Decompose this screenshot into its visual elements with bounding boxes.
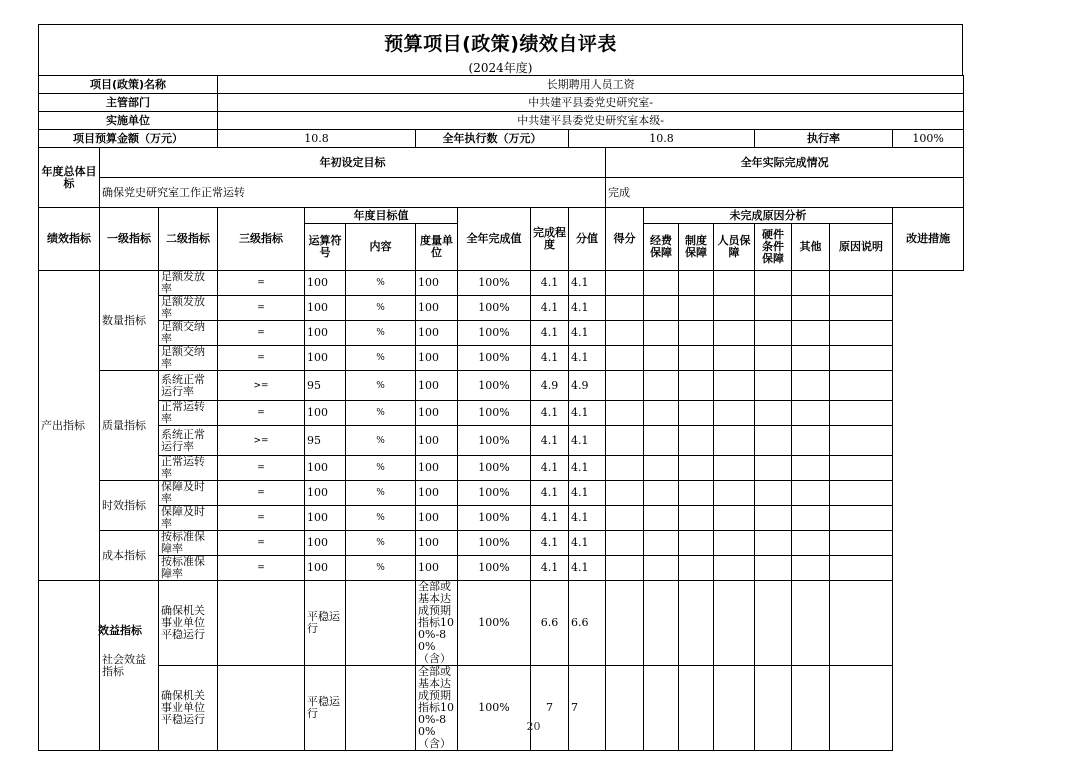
unit-cell: %: [346, 401, 416, 426]
reason-hardware-cell: [714, 556, 755, 581]
score-value-cell: 4.9: [531, 371, 569, 401]
reason-other-cell: [755, 401, 792, 426]
score-cell: 4.1: [569, 271, 606, 296]
reason-hardware-cell: [714, 481, 755, 506]
target-content-cell: 100: [305, 506, 346, 531]
score-cell: 4.1: [569, 456, 606, 481]
project-name-value: 长期聘用人员工资: [218, 76, 964, 94]
indicator-name: 确保机关事业单位平稳运行: [159, 666, 218, 751]
indicator-name: 足额发放率: [159, 271, 218, 296]
table-row: [39, 506, 964, 531]
target-content-cell: 平稳运行: [305, 666, 346, 751]
level1-header: 一级指标: [100, 208, 159, 271]
score-cell: 4.1: [569, 531, 606, 556]
completion-cell: 100%: [458, 321, 531, 346]
cost-indicators-label: 成本指标: [100, 531, 159, 581]
reason-funding-cell: [606, 321, 644, 346]
reason-other-cell: [755, 581, 792, 666]
reason-hardware-cell: [714, 666, 755, 751]
score-value-cell: 4.1: [531, 456, 569, 481]
unit-cell: %: [346, 271, 416, 296]
reason-explanation-cell: [792, 371, 830, 401]
reason-explanation-header: 原因说明: [830, 224, 893, 271]
reason-hardware-cell: [714, 296, 755, 321]
target-content-cell: 100: [305, 321, 346, 346]
reason-hardware-cell: [714, 506, 755, 531]
reason-explanation-cell: [792, 481, 830, 506]
table-row: [39, 321, 964, 346]
impl-row: [39, 112, 964, 130]
budget-row: [39, 130, 964, 148]
actual-value-cell: 100: [416, 346, 458, 371]
target-content-cell: 100: [305, 456, 346, 481]
reason-other-cell: [755, 666, 792, 751]
page-number: 20: [526, 720, 541, 733]
reason-other-cell: [755, 371, 792, 401]
budget-value: 10.8: [218, 130, 416, 148]
reason-staff-header: 人员保障: [714, 224, 755, 271]
completion-cell: 100%: [458, 506, 531, 531]
actual-value-cell: 全部或基本达成预期指标100%-80%（含）: [416, 581, 458, 666]
reason-system-cell: [644, 581, 679, 666]
table-row: [39, 481, 964, 506]
reason-hardware-cell: [714, 346, 755, 371]
exec-value: 10.8: [569, 130, 755, 148]
actual-value-cell: 100: [416, 426, 458, 456]
reason-funding-cell: [606, 426, 644, 456]
reason-funding-cell: [606, 401, 644, 426]
indicator-name: 系统正常运行率: [159, 426, 218, 456]
improvement-cell: [830, 531, 893, 556]
table-row: [39, 581, 964, 666]
reason-other-cell: [755, 556, 792, 581]
reason-staff-cell: [679, 531, 714, 556]
target-content-cell: 100: [305, 556, 346, 581]
reason-system-cell: [644, 321, 679, 346]
improvement-cell: [830, 296, 893, 321]
reason-staff-cell: [679, 346, 714, 371]
reason-hardware-cell: [714, 531, 755, 556]
reason-funding-cell: [606, 581, 644, 666]
score-value-cell: 4.1: [531, 346, 569, 371]
completion-cell: 100%: [458, 531, 531, 556]
indicator-name: 足额交纳率: [159, 346, 218, 371]
level3-header: 三级指标: [218, 208, 305, 271]
completion-cell: 100%: [458, 371, 531, 401]
reason-funding-cell: [606, 556, 644, 581]
project-name-row: [39, 76, 964, 94]
reason-explanation-cell: [792, 506, 830, 531]
operator-cell: >=: [218, 426, 305, 456]
actual-value-cell: 100: [416, 456, 458, 481]
reason-staff-cell: [679, 371, 714, 401]
actual-value-cell: 100: [416, 531, 458, 556]
operator-cell: =: [218, 346, 305, 371]
score-value-cell: 6.6: [531, 581, 569, 666]
operator-header: 运算符号: [305, 224, 346, 271]
indicator-name: 足额交纳率: [159, 321, 218, 346]
budget-label: 项目预算金额（万元）: [39, 130, 218, 148]
reason-staff-cell: [679, 456, 714, 481]
reason-hardware-cell: [714, 581, 755, 666]
table-row: [39, 401, 964, 426]
reason-other-cell: [755, 481, 792, 506]
improvement-cell: [830, 401, 893, 426]
impl-label: 实施单位: [39, 112, 218, 130]
improvement-cell: [830, 556, 893, 581]
score-cell: 4.1: [569, 481, 606, 506]
unit-cell: [346, 666, 416, 751]
reason-staff-cell: [679, 481, 714, 506]
reason-funding-cell: [606, 371, 644, 401]
unit-cell: %: [346, 321, 416, 346]
reason-system-cell: [644, 531, 679, 556]
completion-cell: 100%: [458, 296, 531, 321]
table-row: [39, 296, 964, 321]
reason-system-header: 制度保障: [679, 224, 714, 271]
operator-cell: =: [218, 271, 305, 296]
reason-explanation-cell: [792, 321, 830, 346]
reason-system-cell: [644, 506, 679, 531]
score-cell: 4.1: [569, 401, 606, 426]
reason-system-cell: [644, 401, 679, 426]
reason-system-cell: [644, 371, 679, 401]
reason-other-cell: [755, 456, 792, 481]
score-value-cell: 4.1: [531, 426, 569, 456]
reason-explanation-cell: [792, 401, 830, 426]
indicator-name: 正常运转率: [159, 456, 218, 481]
unit-cell: %: [346, 481, 416, 506]
target-content-cell: 100: [305, 531, 346, 556]
reason-other-cell: [755, 321, 792, 346]
completion-cell: 100%: [458, 481, 531, 506]
operator-cell: [218, 666, 305, 751]
reason-hardware-cell: [714, 426, 755, 456]
indicator-name: 确保机关事业单位平稳运行: [159, 581, 218, 666]
score-value-cell: 4.1: [531, 506, 569, 531]
reason-staff-cell: [679, 581, 714, 666]
actual-value-header: 全年完成值: [458, 208, 531, 271]
reason-hardware-header: 硬件条件保障: [755, 224, 792, 271]
completion-cell: 100%: [458, 456, 531, 481]
table-row: [39, 426, 964, 456]
score-value-cell: 4.1: [531, 296, 569, 321]
reason-hardware-cell: [714, 456, 755, 481]
reason-explanation-cell: [792, 531, 830, 556]
indicator-name: 正常运转率: [159, 401, 218, 426]
dept-label: 主管部门: [39, 94, 218, 112]
goal-header-row: [39, 148, 964, 178]
score-cell: 4.1: [569, 346, 606, 371]
improvement-header: 改进措施: [893, 208, 964, 271]
reason-system-cell: [644, 666, 679, 751]
score-cell: 4.1: [569, 426, 606, 456]
unit-cell: %: [346, 506, 416, 531]
operator-cell: =: [218, 506, 305, 531]
score-value-cell: 4.1: [531, 481, 569, 506]
completion-cell: 100%: [458, 271, 531, 296]
initial-goal-text: 确保党史研究室工作正常运转: [100, 178, 606, 208]
improvement-cell: [830, 321, 893, 346]
reason-other-cell: [755, 346, 792, 371]
reason-other-cell: [755, 296, 792, 321]
title-block: [38, 24, 963, 76]
reason-staff-cell: [679, 556, 714, 581]
reason-system-cell: [644, 296, 679, 321]
reason-funding-cell: [606, 271, 644, 296]
score-value-cell: 4.1: [531, 401, 569, 426]
improvement-cell: [830, 456, 893, 481]
score-cell: 4.1: [569, 321, 606, 346]
unit-cell: %: [346, 371, 416, 401]
reason-staff-cell: [679, 426, 714, 456]
reason-system-cell: [644, 426, 679, 456]
operator-cell: =: [218, 401, 305, 426]
initial-goal-header: 年初设定目标: [100, 148, 606, 178]
operator-cell: =: [218, 321, 305, 346]
actual-value-cell: 100: [416, 271, 458, 296]
actual-value-cell: 100: [416, 321, 458, 346]
reason-explanation-cell: [792, 296, 830, 321]
improvement-cell: [830, 506, 893, 531]
reason-other-cell: [755, 426, 792, 456]
output-indicators-label: 产出指标: [39, 271, 100, 581]
rate-value: 100%: [893, 130, 964, 148]
operator-cell: =: [218, 456, 305, 481]
unit-cell: [346, 581, 416, 666]
score-value-header: 分值: [569, 208, 606, 271]
impl-value: 中共建平县委党史研究室本级-: [218, 112, 964, 130]
improvement-cell: [830, 346, 893, 371]
improvement-cell: [830, 271, 893, 296]
reason-other-cell: [755, 506, 792, 531]
actual-value-cell: 100: [416, 481, 458, 506]
reason-system-cell: [644, 481, 679, 506]
benefit-indicators-label: 效益指标: [98, 624, 142, 637]
evaluation-table: [38, 75, 964, 751]
reason-hardware-cell: [714, 371, 755, 401]
reason-other-cell: [755, 531, 792, 556]
social-benefit-label: 社会效益指标: [100, 581, 159, 751]
improvement-cell: [830, 371, 893, 401]
completion-cell: 100%: [458, 426, 531, 456]
goal-content-row: [39, 178, 964, 208]
target-content-cell: 95: [305, 371, 346, 401]
document-title: 预算项目(政策)绩效自评表: [384, 33, 617, 55]
table-row: [39, 371, 964, 401]
reason-explanation-cell: [792, 426, 830, 456]
target-content-cell: 100: [305, 296, 346, 321]
operator-cell: =: [218, 531, 305, 556]
operator-cell: [218, 581, 305, 666]
completion-header: 完成程度: [531, 208, 569, 271]
quantity-indicators-label: 数量指标: [100, 271, 159, 371]
indicator-header-row-1: [39, 208, 964, 224]
score-cell: 4.1: [569, 556, 606, 581]
table-row: [39, 666, 964, 751]
table-row: [39, 456, 964, 481]
indicator-name: 保障及时率: [159, 481, 218, 506]
indicator-name: 系统正常运行率: [159, 371, 218, 401]
reason-staff-cell: [679, 666, 714, 751]
reason-funding-cell: [606, 296, 644, 321]
document-year: (2024年度): [468, 61, 533, 75]
completion-cell: 100%: [458, 581, 531, 666]
indicator-name: 保障及时率: [159, 506, 218, 531]
reason-hardware-cell: [714, 321, 755, 346]
target-content-cell: 平稳运行: [305, 581, 346, 666]
rate-label: 执行率: [755, 130, 893, 148]
table-row: [39, 556, 964, 581]
indicator-name: 按标准保障率: [159, 531, 218, 556]
reason-funding-cell: [606, 346, 644, 371]
reason-system-cell: [644, 556, 679, 581]
reason-funding-cell: [606, 481, 644, 506]
unit-cell: %: [346, 426, 416, 456]
reason-staff-cell: [679, 271, 714, 296]
performance-indicators-label: 绩效指标: [39, 208, 100, 271]
content-header: 内容: [346, 224, 416, 271]
reason-system-cell: [644, 456, 679, 481]
operator-cell: =: [218, 481, 305, 506]
score-cell: 6.6: [569, 581, 606, 666]
unit-header: 度量单位: [416, 224, 458, 271]
score-cell: 4.9: [569, 371, 606, 401]
score-cell: 4.1: [569, 296, 606, 321]
indicator-name: 按标准保障率: [159, 556, 218, 581]
annual-target-header: 年度目标值: [305, 208, 458, 224]
actual-value-cell: 100: [416, 506, 458, 531]
score-cell: 4.1: [569, 506, 606, 531]
reason-system-cell: [644, 346, 679, 371]
reason-funding-header: 经费保障: [644, 224, 679, 271]
actual-value-cell: 100: [416, 296, 458, 321]
target-content-cell: 95: [305, 426, 346, 456]
level2-header: 二级指标: [159, 208, 218, 271]
project-name-label: 项目(政策)名称: [39, 76, 218, 94]
table-row: [39, 271, 964, 296]
reason-funding-cell: [606, 531, 644, 556]
reason-other-header: 其他: [792, 224, 830, 271]
quality-indicators-label: 质量指标: [100, 371, 159, 481]
reason-other-cell: [755, 271, 792, 296]
table-row: [39, 531, 964, 556]
reason-explanation-cell: [792, 666, 830, 751]
reason-funding-cell: [606, 506, 644, 531]
actual-value-cell: 100: [416, 371, 458, 401]
reason-explanation-cell: [792, 346, 830, 371]
score-value-cell: 4.1: [531, 271, 569, 296]
reason-staff-cell: [679, 401, 714, 426]
reason-explanation-cell: [792, 271, 830, 296]
reason-staff-cell: [679, 296, 714, 321]
improvement-cell: [830, 666, 893, 751]
unit-cell: %: [346, 556, 416, 581]
unit-cell: %: [346, 296, 416, 321]
timeliness-indicators-label: 时效指标: [100, 481, 159, 531]
annual-goal-label: 年度总体目标: [39, 148, 100, 208]
completion-cell: 100%: [458, 401, 531, 426]
reason-hardware-cell: [714, 271, 755, 296]
reason-system-cell: [644, 271, 679, 296]
reason-explanation-cell: [792, 581, 830, 666]
reason-staff-cell: [679, 506, 714, 531]
improvement-cell: [830, 581, 893, 666]
actual-value-cell: 全部或基本达成预期指标100%-80%（含）: [416, 666, 458, 751]
score-header: 得分: [606, 208, 644, 271]
score-value-cell: 4.1: [531, 531, 569, 556]
completion-cell: 100%: [458, 556, 531, 581]
operator-cell: =: [218, 296, 305, 321]
reason-explanation-cell: [792, 456, 830, 481]
score-value-cell: 4.1: [531, 556, 569, 581]
indicator-rows: [39, 271, 964, 751]
reason-funding-cell: [606, 456, 644, 481]
evaluation-sheet: [38, 24, 963, 750]
target-content-cell: 100: [305, 271, 346, 296]
score-value-cell: 7: [531, 666, 569, 751]
actual-value-cell: 100: [416, 401, 458, 426]
operator-cell: >=: [218, 371, 305, 401]
target-content-cell: 100: [305, 481, 346, 506]
unit-cell: %: [346, 531, 416, 556]
actual-goal-text: 完成: [606, 178, 964, 208]
reason-staff-cell: [679, 321, 714, 346]
dept-value: 中共建平县委党史研究室-: [218, 94, 964, 112]
dept-row: [39, 94, 964, 112]
indicator-name: 足额发放率: [159, 296, 218, 321]
actual-value-cell: 100: [416, 556, 458, 581]
improvement-cell: [830, 426, 893, 456]
reason-analysis-header: 未完成原因分析: [644, 208, 893, 224]
table-row: [39, 346, 964, 371]
reason-explanation-cell: [792, 556, 830, 581]
reason-hardware-cell: [714, 401, 755, 426]
completion-cell: 100%: [458, 346, 531, 371]
actual-goal-header: 全年实际完成情况: [606, 148, 964, 178]
target-content-cell: 100: [305, 346, 346, 371]
score-value-cell: 4.1: [531, 321, 569, 346]
exec-label: 全年执行数（万元）: [416, 130, 569, 148]
reason-funding-cell: [606, 666, 644, 751]
unit-cell: %: [346, 456, 416, 481]
unit-cell: %: [346, 346, 416, 371]
target-content-cell: 100: [305, 401, 346, 426]
improvement-cell: [830, 481, 893, 506]
score-cell: 7: [569, 666, 606, 751]
completion-cell: 100%: [458, 666, 531, 751]
operator-cell: =: [218, 556, 305, 581]
